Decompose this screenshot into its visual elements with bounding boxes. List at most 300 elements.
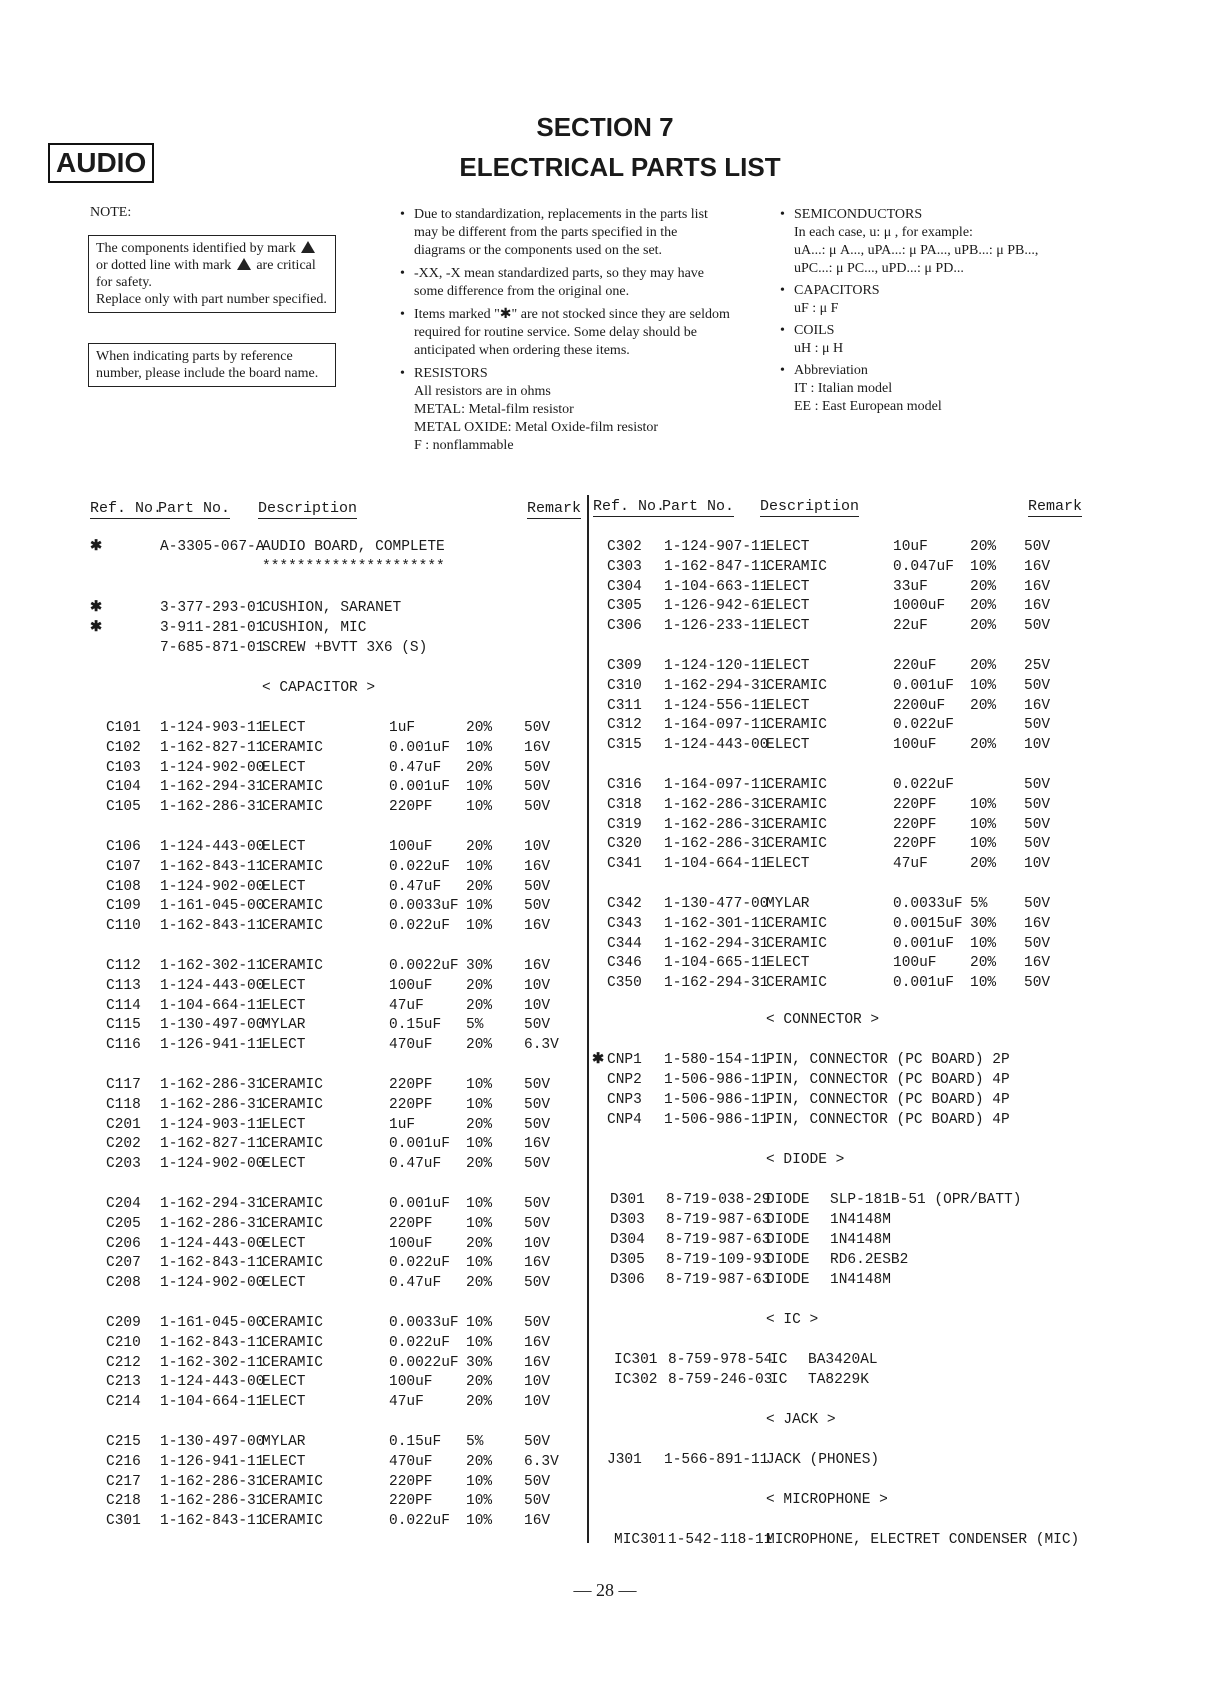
ref-no: J301 [607, 1452, 642, 1468]
part-no: 1-164-097-11 [664, 717, 769, 734]
page-title: ELECTRICAL PARTS LIST [459, 152, 781, 182]
voltage: 50V [1024, 836, 1051, 853]
value: 47uF [389, 1394, 424, 1411]
part-no: 8-719-987-63 [666, 1212, 771, 1228]
value: 33uF [893, 578, 928, 595]
voltage: 50V [524, 1077, 551, 1093]
description: CERAMIC [262, 1315, 323, 1331]
voltage: 50V [1024, 618, 1051, 635]
device-type: BA3420AL [808, 1352, 878, 1368]
tolerance: 5% [466, 1434, 484, 1450]
description: ELECT [766, 618, 810, 635]
part-no: 1-506-986-11 [664, 1092, 769, 1108]
note-standardization: • Due to standardization, replacements in the parts list may be different from the parts specified in the diagrams or the components used on the set. [400, 206, 730, 260]
tolerance: 10% [466, 898, 493, 915]
ref-no: C113 [106, 977, 141, 994]
voltage: 16V [524, 1513, 551, 1530]
value: 100uF [389, 839, 433, 855]
ref-no: C309 [607, 658, 642, 674]
part-no: 1-124-443-00 [160, 839, 265, 855]
part-no: 1-542-118-11 [668, 1532, 773, 1548]
description: CERAMIC [766, 796, 827, 813]
section-number: SECTION 7 [536, 112, 674, 142]
tolerance: 20% [466, 1275, 493, 1292]
part-no: 1-162-827-11 [160, 739, 265, 756]
voltage: 50V [1024, 677, 1051, 694]
description: ELECT [262, 1116, 306, 1133]
reference-note-box [88, 343, 336, 387]
ref-no: C114 [106, 997, 141, 1014]
part-no: 1-126-941-11 [160, 1037, 265, 1054]
part-no: 1-580-154-11 [664, 1052, 769, 1068]
header-ref-no: Ref. No. [90, 500, 163, 517]
part-no: 1-124-902-00 [160, 1156, 265, 1173]
voltage: 50V [1024, 777, 1051, 793]
part-no: 1-130-497-00 [160, 1017, 265, 1034]
voltage: 50V [524, 898, 551, 915]
ref-no: C315 [607, 737, 642, 754]
value: 0.47uF [389, 1156, 442, 1173]
value: 220PF [389, 1096, 433, 1113]
description: ELECT [766, 539, 810, 555]
header-part-no: Part No. [158, 500, 231, 517]
value: 0.022uF [389, 858, 450, 875]
ref-no: C207 [106, 1255, 141, 1272]
part-no: 1-162-294-31 [664, 975, 769, 992]
part-no: 8-719-987-63 [666, 1232, 771, 1248]
description: ELECT [766, 955, 810, 972]
tolerance: 20% [466, 977, 493, 994]
voltage: 50V [524, 799, 551, 816]
description: CERAMIC [262, 1096, 323, 1113]
tolerance: 10% [970, 796, 997, 813]
part-no: 1-162-286-31 [664, 796, 769, 813]
tolerance: 20% [466, 1037, 493, 1054]
part-no: 1-162-286-31 [160, 1493, 265, 1510]
part-no: 1-104-665-11 [664, 955, 769, 972]
category-diode: < DIODE > [766, 1152, 845, 1168]
tolerance: 5% [466, 1017, 484, 1034]
device-type: 1N4148M [830, 1232, 891, 1248]
note-resistors-title: • RESISTORS [400, 365, 730, 383]
description: CERAMIC [262, 958, 323, 974]
description: ELECT [262, 878, 306, 895]
header-description: Description [760, 498, 860, 515]
description: IC [770, 1352, 788, 1368]
ref-no: C107 [106, 858, 141, 875]
device-type: 1N4148M [830, 1272, 891, 1288]
ref-no: C306 [607, 618, 642, 635]
ref-no: C215 [106, 1434, 141, 1450]
note-abbreviation-line: IT : Italian model [794, 381, 893, 396]
part-no: 1-126-942-61 [664, 598, 769, 615]
ref-no: C304 [607, 578, 642, 595]
part-no: 1-124-902-00 [160, 1275, 265, 1292]
description: ELECT [766, 737, 810, 754]
note-capacitors-line: uF : μ F [794, 301, 839, 316]
description: CERAMIC [766, 558, 827, 575]
tolerance: 10% [466, 1473, 493, 1490]
value: 10uF [893, 539, 928, 555]
part-no: 1-130-497-00 [160, 1434, 265, 1450]
voltage: 16V [1024, 915, 1051, 932]
ref-no: C205 [106, 1215, 141, 1232]
value: 0.022uF [389, 918, 450, 935]
ref-no: C201 [106, 1116, 141, 1133]
voltage: 16V [524, 1255, 551, 1272]
description: MYLAR [262, 1017, 306, 1034]
voltage: 50V [1024, 796, 1051, 813]
value: 1uF [389, 1116, 416, 1133]
voltage: 10V [524, 839, 551, 855]
part-no: 1-162-286-31 [160, 799, 265, 816]
voltage: 16V [1024, 598, 1051, 615]
description: CERAMIC [262, 1334, 323, 1351]
ref-no: C102 [106, 739, 141, 756]
part-no: 1-124-903-11 [160, 720, 265, 736]
ref-no: IC302 [614, 1372, 658, 1388]
value: 100uF [389, 1374, 433, 1391]
ref-no: C206 [106, 1235, 141, 1252]
note-xx: • -XX, -X mean standardized parts, so they may have some difference from the original one. [400, 265, 730, 301]
voltage: 50V [1024, 717, 1051, 734]
part-no: 1-162-286-31 [160, 1096, 265, 1113]
reference-note-text: When indicating parts by reference number, please include the board name. [96, 349, 319, 381]
part-no: 1-124-902-00 [160, 759, 265, 776]
value: 0.001uF [893, 935, 954, 952]
tolerance: 20% [466, 1453, 493, 1470]
voltage: 50V [524, 1275, 551, 1292]
tolerance: 20% [466, 1374, 493, 1391]
category-microphone: < MICROPHONE > [766, 1492, 888, 1508]
tolerance: 20% [970, 598, 997, 615]
not-stocked-mark: ✱ [90, 600, 103, 616]
part-no: 8-719-109-93 [666, 1252, 771, 1268]
tolerance: 20% [970, 856, 997, 873]
header-remark: Remark [1028, 498, 1083, 515]
part-no: 3-377-293-01 [160, 600, 265, 616]
description: CERAMIC [766, 935, 827, 952]
voltage: 50V [524, 1315, 551, 1331]
voltage: 50V [524, 1434, 551, 1450]
part-no: 1-124-907-11 [664, 539, 769, 555]
value: 220PF [893, 836, 937, 853]
description: CERAMIC [766, 677, 827, 694]
description: DIODE [766, 1232, 810, 1248]
description: CERAMIC [766, 915, 827, 932]
description: ELECT [262, 1374, 306, 1391]
ref-no: C350 [607, 975, 642, 992]
description: ELECT [262, 759, 306, 776]
ref-no: C108 [106, 878, 141, 895]
ref-no: C202 [106, 1136, 141, 1153]
ref-no: D305 [610, 1252, 645, 1268]
tolerance: 10% [466, 739, 493, 756]
ref-no: C311 [607, 697, 642, 714]
value: 47uF [389, 997, 424, 1014]
voltage: 50V [1024, 816, 1051, 833]
voltage: 16V [524, 1354, 551, 1371]
ref-no: CNP3 [607, 1092, 642, 1108]
part-no: 1-161-045-00 [160, 1315, 265, 1331]
tolerance: 10% [466, 779, 493, 796]
description: CERAMIC [262, 1196, 323, 1212]
description: CERAMIC [262, 1136, 323, 1153]
voltage: 16V [1024, 558, 1051, 575]
tolerance: 20% [970, 578, 997, 595]
description: DIODE [766, 1192, 810, 1208]
ref-no: C343 [607, 915, 642, 932]
value: 100uF [389, 1235, 433, 1252]
header-description: Description [258, 500, 358, 517]
value: 0.0022uF [389, 1354, 459, 1371]
tolerance: 30% [970, 915, 997, 932]
voltage: 50V [524, 1096, 551, 1113]
voltage: 16V [524, 918, 551, 935]
note-resistors-line: METAL OXIDE: Metal Oxide-film resistor [414, 420, 659, 435]
value: 0.001uF [893, 677, 954, 694]
category-connector: < CONNECTOR > [766, 1012, 880, 1028]
note-coils-title: • COILS [780, 322, 1170, 340]
part-no: 1-506-986-11 [664, 1112, 769, 1128]
voltage: 10V [1024, 856, 1051, 873]
description: CERAMIC [766, 816, 827, 833]
part-no: 1-162-294-31 [664, 935, 769, 952]
value: 1000uF [893, 598, 946, 615]
ref-no: C318 [607, 796, 642, 813]
tolerance: 10% [466, 1493, 493, 1510]
value: 220uF [893, 658, 937, 674]
voltage: 50V [1024, 975, 1051, 992]
ref-no: C218 [106, 1493, 141, 1510]
device-type: TA8229K [808, 1372, 869, 1388]
description: CERAMIC [262, 1493, 323, 1510]
part-no: 8-759-978-54 [668, 1352, 773, 1368]
note-resistors-line: All resistors are in ohms [414, 384, 551, 399]
part-no: 1-162-294-31 [664, 677, 769, 694]
tolerance: 20% [970, 658, 997, 674]
description: CUSHION, SARANET [262, 600, 402, 616]
tolerance: 10% [970, 816, 997, 833]
part-no: 1-126-233-11 [664, 618, 769, 635]
value: 0.001uF [389, 779, 450, 796]
voltage: 16V [524, 1136, 551, 1153]
header-remark: Remark [527, 500, 582, 517]
description: ELECT [766, 697, 810, 714]
description: ELECT [766, 598, 810, 615]
description: CERAMIC [262, 779, 323, 796]
value: 0.022uF [389, 1513, 450, 1530]
part-no: 1-124-443-00 [664, 737, 769, 754]
value: 220PF [893, 796, 937, 813]
ref-no: D306 [610, 1272, 645, 1288]
description: CERAMIC [262, 1077, 323, 1093]
value: 0.15uF [389, 1017, 442, 1034]
tolerance: 10% [466, 858, 493, 875]
value: 47uF [893, 856, 928, 873]
tolerance: 10% [970, 975, 997, 992]
ref-no: C344 [607, 935, 642, 952]
description: DIODE [766, 1272, 810, 1288]
tolerance: 10% [466, 1334, 493, 1351]
description: MYLAR [262, 1434, 306, 1450]
part-no: 1-162-843-11 [160, 858, 265, 875]
value: 0.15uF [389, 1434, 442, 1450]
not-stocked-mark: ✱ [592, 1052, 605, 1068]
voltage: 50V [524, 720, 551, 736]
part-no: 1-162-843-11 [160, 1255, 265, 1272]
ref-no: C204 [106, 1196, 141, 1212]
ref-no: C320 [607, 836, 642, 853]
safety-note-box [88, 235, 336, 313]
description: JACK (PHONES) [766, 1452, 880, 1468]
note-abbreviation-title: • Abbreviation [780, 362, 1170, 380]
part-no: 1-161-045-00 [160, 898, 265, 915]
part-no: 1-124-443-00 [160, 977, 265, 994]
description: DIODE [766, 1252, 810, 1268]
ref-no: C213 [106, 1374, 141, 1391]
description: CERAMIC [766, 836, 827, 853]
voltage: 50V [524, 1017, 551, 1034]
ref-no: C312 [607, 717, 642, 734]
value: 470uF [389, 1037, 433, 1054]
description: ELECT [262, 1275, 306, 1292]
part-no: 1-130-477-00 [664, 896, 769, 912]
voltage: 50V [524, 1196, 551, 1212]
tolerance: 20% [466, 759, 493, 776]
ref-no: C106 [106, 839, 141, 855]
voltage: 50V [524, 1156, 551, 1173]
description: ELECT [766, 578, 810, 595]
tolerance: 20% [970, 539, 997, 555]
part-no: 1-124-903-11 [160, 1116, 265, 1133]
ref-no: C203 [106, 1156, 141, 1173]
description: CERAMIC [766, 717, 827, 734]
value: 220PF [389, 1473, 433, 1490]
value: 0.022uF [893, 777, 954, 793]
part-no: 1-506-986-11 [664, 1072, 769, 1088]
ref-no: C341 [607, 856, 642, 873]
note-semi-line: uA...: μ A..., uPA...: μ PA..., uPB...: μ PB..., [794, 243, 1039, 258]
value: 220PF [389, 1077, 433, 1093]
description: ELECT [262, 1235, 306, 1252]
part-no: 1-162-294-31 [160, 1196, 265, 1212]
part-no: 1-124-443-00 [160, 1374, 265, 1391]
safety-note-text-end: are critical for safety. [96, 258, 316, 290]
value: 0.022uF [389, 1334, 450, 1351]
note-resistors-line: METAL: Metal-film resistor [414, 402, 574, 417]
tolerance: 20% [970, 955, 997, 972]
voltage: 6.3V [524, 1037, 559, 1054]
voltage: 10V [524, 1374, 551, 1391]
value: 0.0033uF [389, 898, 459, 915]
ref-no: C212 [106, 1354, 141, 1371]
voltage: 10V [1024, 737, 1051, 754]
description: ELECT [262, 1453, 306, 1470]
part-no: 1-124-443-00 [160, 1235, 265, 1252]
ref-no: C216 [106, 1453, 141, 1470]
part-no: 1-126-941-11 [160, 1453, 265, 1470]
board-description: AUDIO BOARD, COMPLETE [262, 539, 445, 555]
part-no: 1-162-294-31 [160, 779, 265, 796]
safety-note-text-mid: or dotted line with mark [96, 258, 232, 273]
ref-no: C117 [106, 1077, 141, 1093]
ref-no: C112 [106, 958, 141, 974]
part-no: 1-162-827-11 [160, 1136, 265, 1153]
description: CERAMIC [262, 1354, 323, 1371]
note-semi-line: In each case, u: μ , for example: [794, 225, 973, 240]
tolerance: 20% [466, 1156, 493, 1173]
description: PIN, CONNECTOR (PC BOARD) 4P [766, 1092, 1010, 1108]
note-capacitors-title: • CAPACITORS [780, 282, 1170, 300]
description: PIN, CONNECTOR (PC BOARD) 4P [766, 1072, 1010, 1088]
device-type: RD6.2ESB2 [830, 1252, 909, 1268]
voltage: 16V [1024, 578, 1051, 595]
value: 0.022uF [389, 1255, 450, 1272]
part-no: 1-566-891-11 [664, 1452, 769, 1468]
voltage: 6.3V [524, 1453, 559, 1470]
ref-no: C209 [106, 1315, 141, 1331]
description: ELECT [262, 1156, 306, 1173]
part-no: 1-162-847-11 [664, 558, 769, 575]
safety-note-replace: Replace only with part number specified. [96, 292, 327, 307]
voltage: 50V [1024, 935, 1051, 952]
part-no: 1-162-286-31 [160, 1215, 265, 1232]
ref-no: C303 [607, 558, 642, 575]
notes-middle-column [400, 206, 730, 455]
part-no: 8-759-246-03 [668, 1372, 773, 1388]
ref-no: C302 [607, 539, 642, 555]
value: 0.001uF [389, 1196, 450, 1212]
tolerance: 10% [970, 677, 997, 694]
tolerance: 20% [970, 618, 997, 635]
tolerance: 10% [466, 1196, 493, 1212]
voltage: 16V [524, 958, 551, 974]
tolerance: 10% [466, 1215, 493, 1232]
ref-no: C104 [106, 779, 141, 796]
description: SCREW +BVTT 3X6 (S) [262, 640, 428, 656]
ref-no: C210 [106, 1334, 141, 1351]
ref-no: CNP1 [607, 1052, 642, 1068]
page-number: — 28 — [573, 1580, 637, 1600]
tolerance: 20% [466, 839, 493, 855]
ref-no: C217 [106, 1473, 141, 1490]
tolerance: 10% [970, 836, 997, 853]
ref-no: C305 [607, 598, 642, 615]
value: 100uF [893, 737, 937, 754]
value: 100uF [893, 955, 937, 972]
part-no: 1-162-843-11 [160, 1513, 265, 1530]
description: CERAMIC [262, 858, 323, 875]
voltage: 50V [1024, 539, 1051, 555]
description: CERAMIC [262, 739, 323, 756]
tolerance: 20% [466, 720, 493, 736]
note-semiconductors-title: • SEMICONDUCTORS [780, 206, 1170, 224]
tolerance: 10% [970, 558, 997, 575]
tolerance: 10% [466, 1315, 493, 1331]
ref-no: D303 [610, 1212, 645, 1228]
voltage: 16V [1024, 697, 1051, 714]
safety-note-text: The components identified by mark [96, 241, 296, 256]
voltage: 16V [524, 739, 551, 756]
warning-triangle-icon [301, 241, 315, 253]
voltage: 50V [524, 779, 551, 796]
part-no: 1-162-843-11 [160, 918, 265, 935]
part-no: 1-124-902-00 [160, 878, 265, 895]
description: ELECT [766, 856, 810, 873]
not-stocked-mark: ✱ [90, 620, 103, 636]
part-no: 8-719-987-63 [666, 1272, 771, 1288]
